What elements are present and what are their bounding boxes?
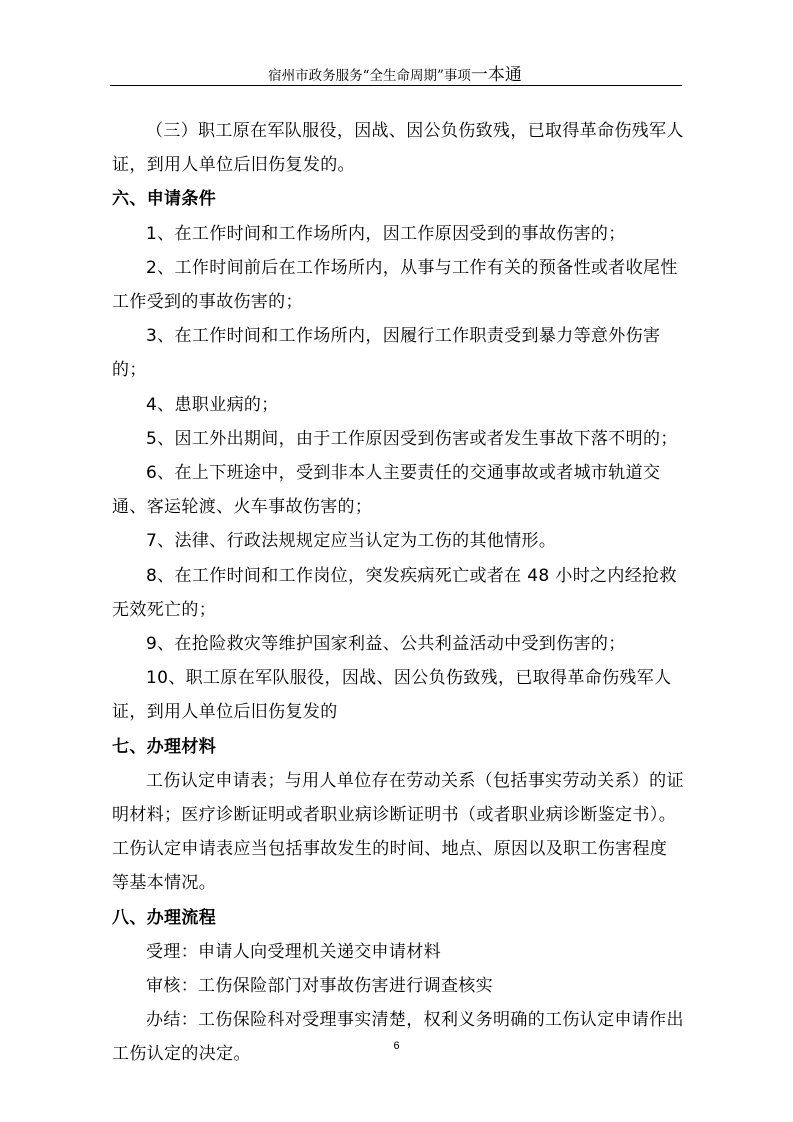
process-step-complete: 办结：工伤保险科对受理事实清楚，权利义务明确的工伤认定申请作出工伤认定的决定。: [112, 1010, 684, 1065]
condition-item-8: 8、在工作时间和工作岗位，突发疾病死亡或者在 48 小时之内经抢救无效死亡的；: [112, 565, 677, 620]
condition-item-9: 9、在抢险救灾等维护国家利益、公共利益活动中受到伤害的；: [146, 634, 626, 655]
section-heading-conditions: 六、申请条件: [112, 189, 217, 210]
page-header: [110, 60, 680, 85]
page-number: 6: [393, 1040, 400, 1052]
condition-item-6: 6、在上下班途中，受到非本人主要责任的交通事故或者城市轨道交通、客运轮渡、火车事故伤害的；: [112, 463, 661, 518]
condition-item-3: 3、在工作时间和工作场所内，因履行工作职责受到暴力等意外伤害的；: [112, 326, 661, 381]
condition-item-2: 2、工作时间前后在工作场所内，从事与工作有关的预备性或者收尾性工作受到的事故伤害的；: [112, 257, 678, 313]
section-heading-materials: 七、办理材料: [112, 736, 217, 757]
materials-paragraph: 工伤认定申请表；与用人单位存在劳动关系（包括事实劳动关系）的证明材料；医疗诊断证明或者职业病诊断证明书（或者职业病诊断鉴定书）。工伤认定申请表应当包括事故发生的时间、地点、原因以及职工伤害程度等基本情况。: [112, 770, 684, 894]
process-step-review: 审核：工伤保险部门对事故伤害进行调查核实: [146, 976, 493, 997]
document-body: [112, 114, 684, 1072]
header-title-suffix: 一本通: [470, 65, 522, 85]
condition-item-1: 1、在工作时间和工作场所内，因工作原因受到的事故伤害的；: [146, 223, 626, 244]
process-step-accept: 受理：申请人向受理机关递交申请材料: [146, 941, 441, 962]
condition-item-7: 7、法律、行政法规规定应当认定为工伤的其他情形。: [146, 531, 557, 552]
header-title: 宿州市政务服务“全生命周期”事项: [268, 68, 471, 84]
condition-item-10: 10、职工原在军队服役，因战、因公负伤致残，已取得革命伤残军人证，到用人单位后旧伤复发的: [112, 668, 672, 723]
section-heading-process: 八、办理流程: [112, 907, 217, 928]
header-rule: [110, 85, 682, 86]
condition-item-5: 5、因工外出期间，由于工作原因受到伤害或者发生事故下落不明的；: [146, 428, 678, 449]
condition-item-4: 4、患职业病的；: [146, 394, 279, 415]
paragraph-clause-3: （三）职工原在军队服役，因战、因公负伤致残，已取得革命伤残军人证，到用人单位后旧伤复发的。: [112, 121, 684, 176]
